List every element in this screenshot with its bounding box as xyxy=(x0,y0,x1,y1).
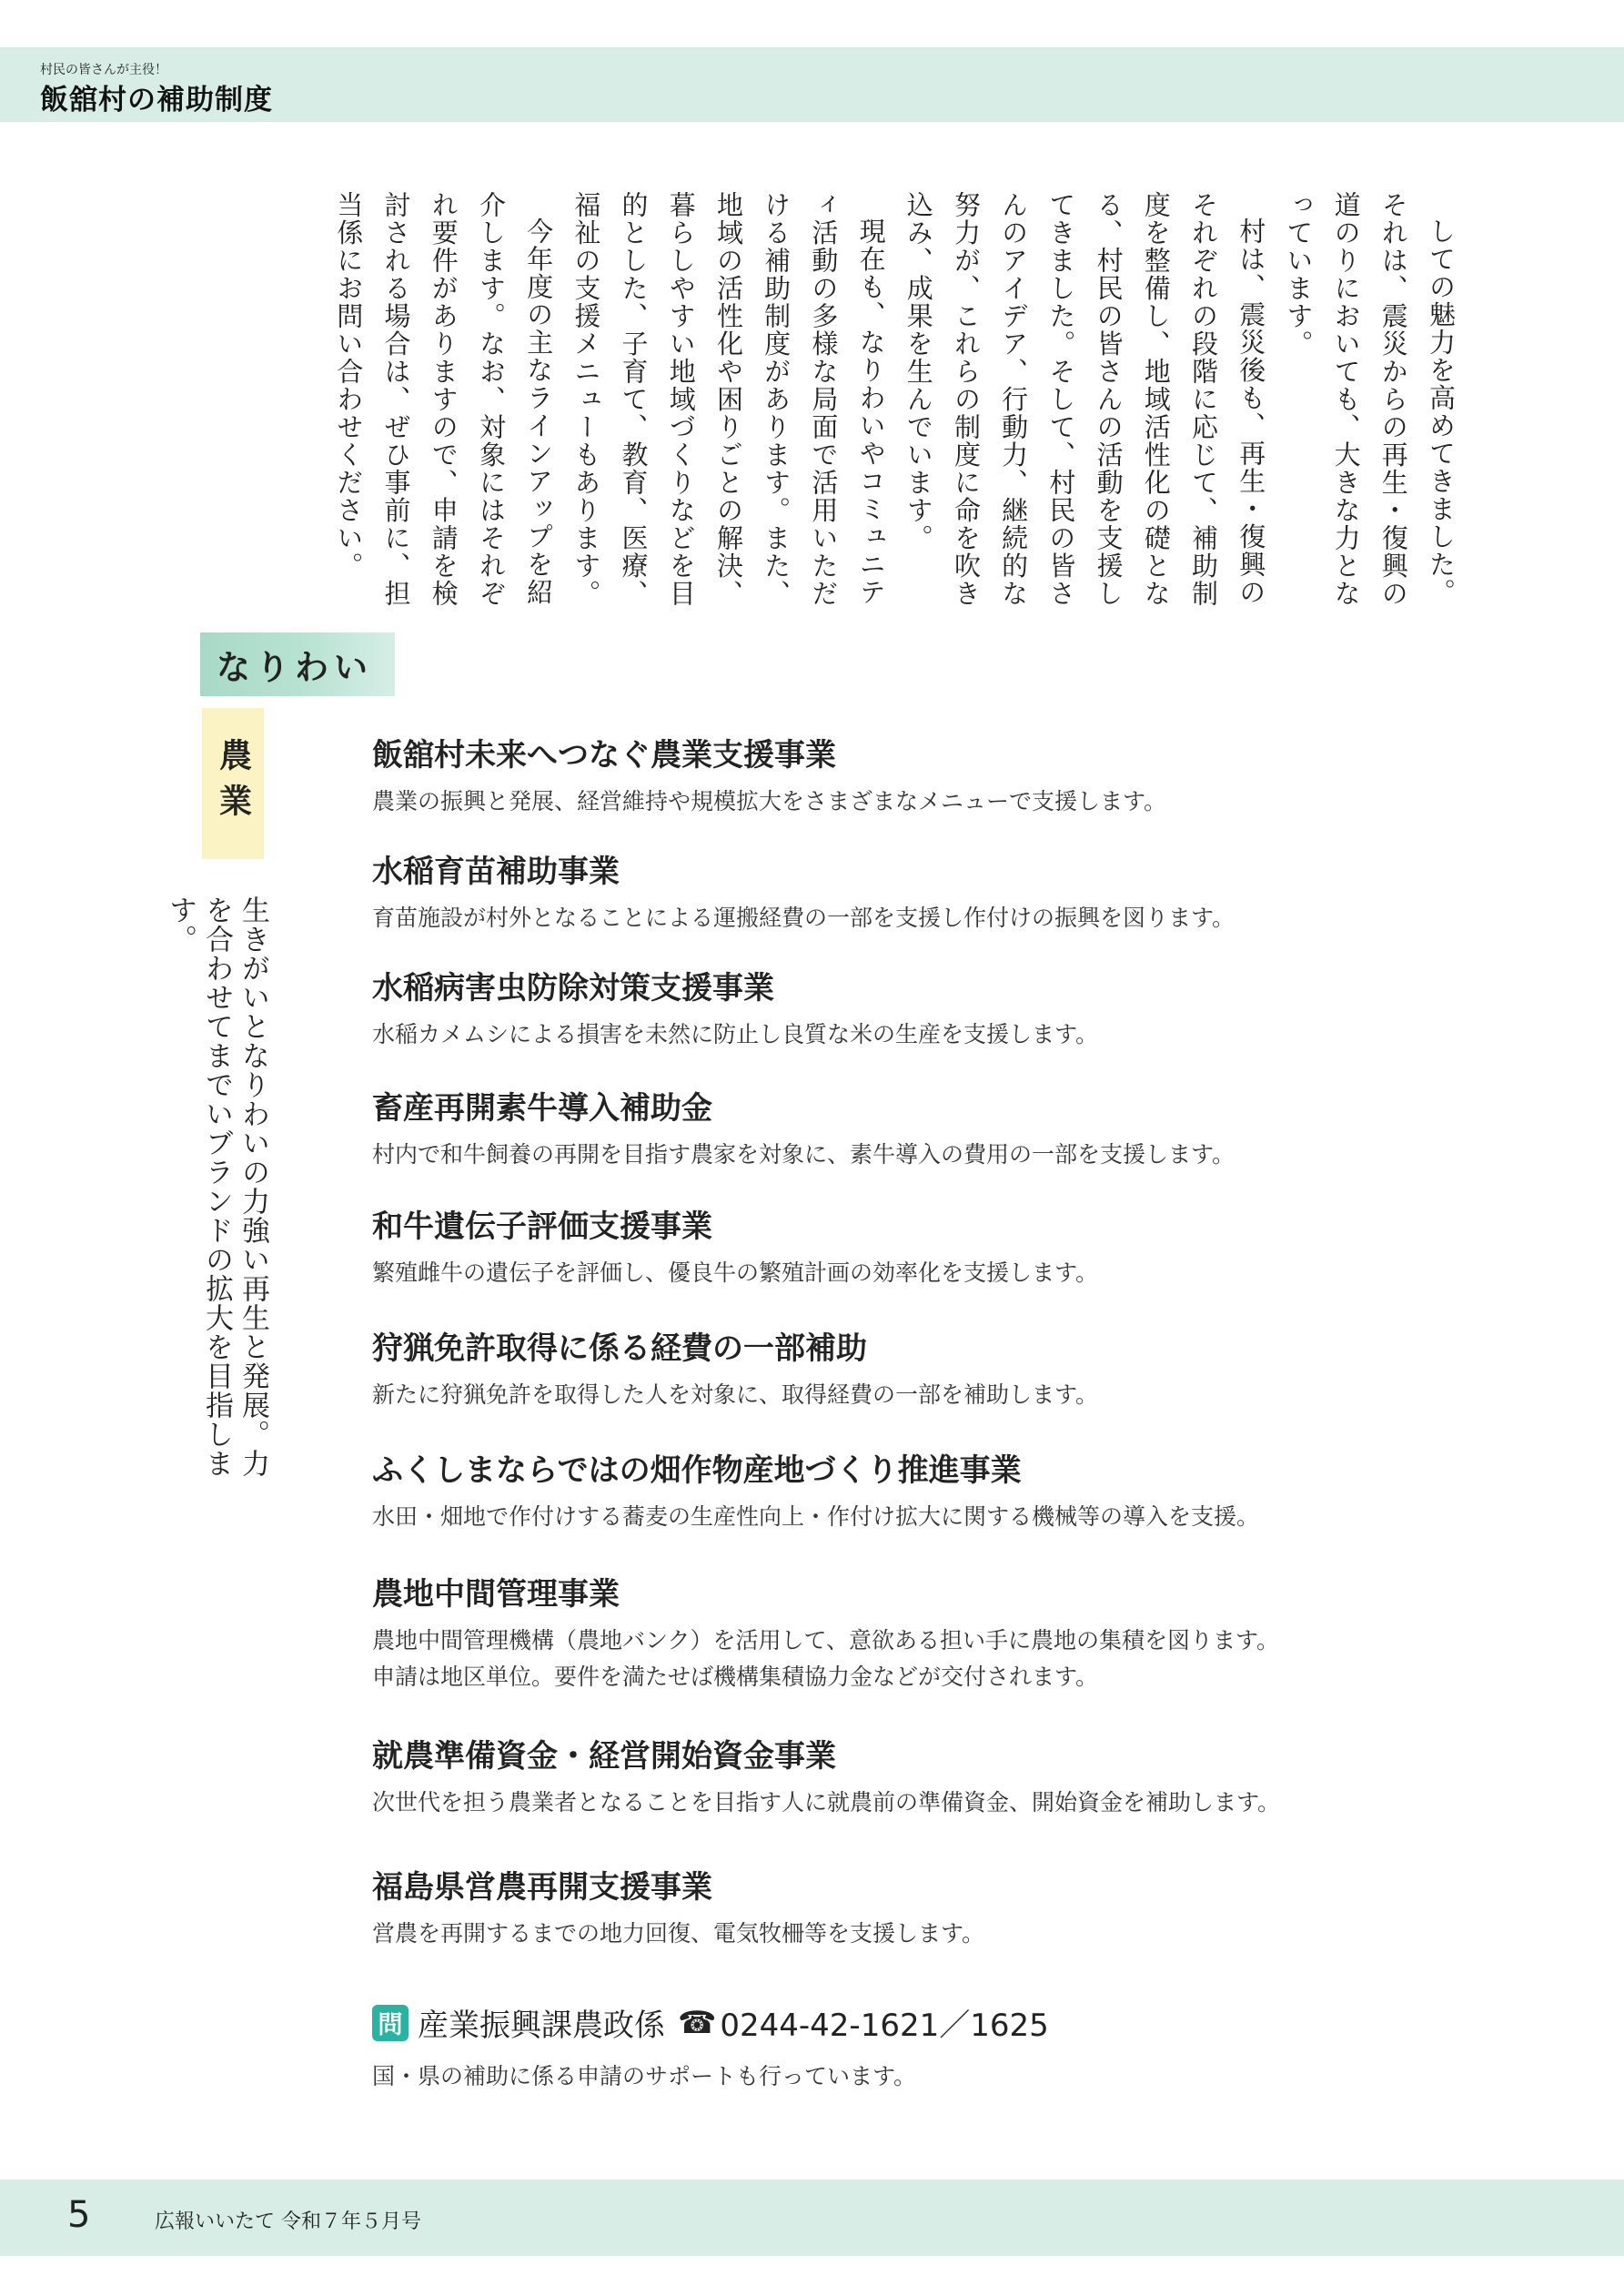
program-description: 農業の振興と発展、経営維持や規模拡大をさまざまなメニューで支援します。 xyxy=(372,788,1167,814)
program-title: 和牛遺伝子評価支援事業 xyxy=(372,1209,712,1245)
contact-department: 産業振興課農政係 xyxy=(418,2008,665,2044)
intro-paragraph: しての魅力を高めてきました。それは、震災からの再生・復興の道のりにおいても、大きな力となっています。 xyxy=(1283,191,1457,608)
publication-name: 広報いいたて 令和７年５月号 xyxy=(155,2210,421,2233)
category-tagline: 生きがいとなりわいの力強い再生と発展。力を合わせてまでいブランドの拡大を目指します。 xyxy=(164,895,269,1478)
program-description: 営農を再開するまでの地力回復、電気牧柵等を支援します。 xyxy=(372,1920,985,1947)
program-title: 畜産再開素牛導入補助金 xyxy=(372,1090,712,1127)
program-description: 農地中間管理機構（農地バンク）を活用して、意欲ある担い手に農地の集積を図ります。 xyxy=(372,1627,1280,1654)
list-item xyxy=(372,1736,1591,1820)
program-description: 申請は地区単位。要件を満たせば機構集積協力金などが交付されます。 xyxy=(372,1664,1099,1690)
program-title: ふくしまならではの畑作物産地づくり推進事業 xyxy=(372,1452,1022,1489)
program-title: 狩猟免許取得に係る経費の一部補助 xyxy=(372,1330,867,1367)
header-subtitle: 村民の皆さんが主役！ xyxy=(40,63,167,77)
contact-note: 国・県の補助に係る申請のサポートも行っています。 xyxy=(372,2063,917,2089)
program-title: 水稲病害虫防除対策支援事業 xyxy=(372,970,774,1006)
program-title: 飯舘村未来へつなぐ農業支援事業 xyxy=(372,737,836,774)
contact-phone[interactable]: 0244-42-1621／1625 xyxy=(720,2008,1049,2044)
program-title: 農地中間管理事業 xyxy=(372,1576,620,1613)
page-number: 5 xyxy=(67,2194,91,2236)
page-title: 飯舘村の補助制度 xyxy=(40,84,273,116)
phone-icon: ☎ xyxy=(678,2004,717,2041)
intro-text xyxy=(173,191,1465,619)
list-item xyxy=(372,1088,1591,1172)
program-title: 福島県営農再開支援事業 xyxy=(372,1869,712,1906)
program-description: 次世代を担う農業者となることを目指す人に就農前の準備資金、開始資金を補助します。 xyxy=(372,1789,1281,1816)
contact-info xyxy=(372,2000,1049,2045)
list-item xyxy=(372,968,1591,1052)
list-item xyxy=(372,1451,1591,1534)
list-item xyxy=(372,1574,1591,1694)
program-description: 繁殖雌牛の遺伝子を評価し、優良牛の繁殖計画の効率化を支援します。 xyxy=(372,1259,1099,1286)
program-description: 村内で和牛飼養の再開を目指す農家を対象に、素牛導入の費用の一部を支援します。 xyxy=(372,1141,1236,1168)
program-title: 就農準備資金・経営開始資金事業 xyxy=(372,1738,836,1775)
intro-paragraph: 今年度の主なラインアップを紹介します。なお、対象にはそれぞれ要件がありますので、申請を検討される場合は、ぜひ事前に、担当係にお問い合わせください。 xyxy=(333,191,555,608)
list-item xyxy=(372,1867,1591,1951)
subcategory-label: 農業 xyxy=(202,708,264,859)
inquiry-icon: 問 xyxy=(372,2005,409,2041)
program-description: 育苗施設が村外となることによる運搬経費の一部を支援し作付けの振興を図ります。 xyxy=(372,905,1236,931)
program-description: 水稲カメムシによる損害を未然に防止し良質な米の生産を支援します。 xyxy=(372,1021,1099,1047)
list-item xyxy=(372,1329,1591,1412)
program-description: 水田・畑地で作付けする蕎麦の生産性向上・作付け拡大に関する機械等の導入を支援。 xyxy=(372,1503,1260,1530)
intro-paragraph: 村は、震災後も、再生・復興のそれぞれの段階に応じて、補助制度を整備し、地域活性化の礎となる、村民の皆さんの活動を支援してきました。そして、村民の皆さんのアイデア、行動力、継続的な努力が、これらの制度に命を吹き込み、成果を生んでいます。 xyxy=(903,191,1267,608)
list-item xyxy=(372,735,1591,819)
list-item xyxy=(372,852,1591,936)
list-item xyxy=(372,1207,1591,1290)
category-label: なりわい xyxy=(200,632,395,696)
intro-paragraph: 現在も、なりわいやコミュニティ活動の多様な局面で活用いただける補助制度があります。また、地域の活性化や困りごとの解決、暮らしやすい地域づくりなどを目的とした、子育て、教育、医療、福祉の支援メニューもあります。 xyxy=(570,191,887,608)
program-title: 水稲育苗補助事業 xyxy=(372,854,620,890)
program-description: 新たに狩猟免許を取得した人を対象に、取得経費の一部を補助します。 xyxy=(372,1381,1099,1408)
